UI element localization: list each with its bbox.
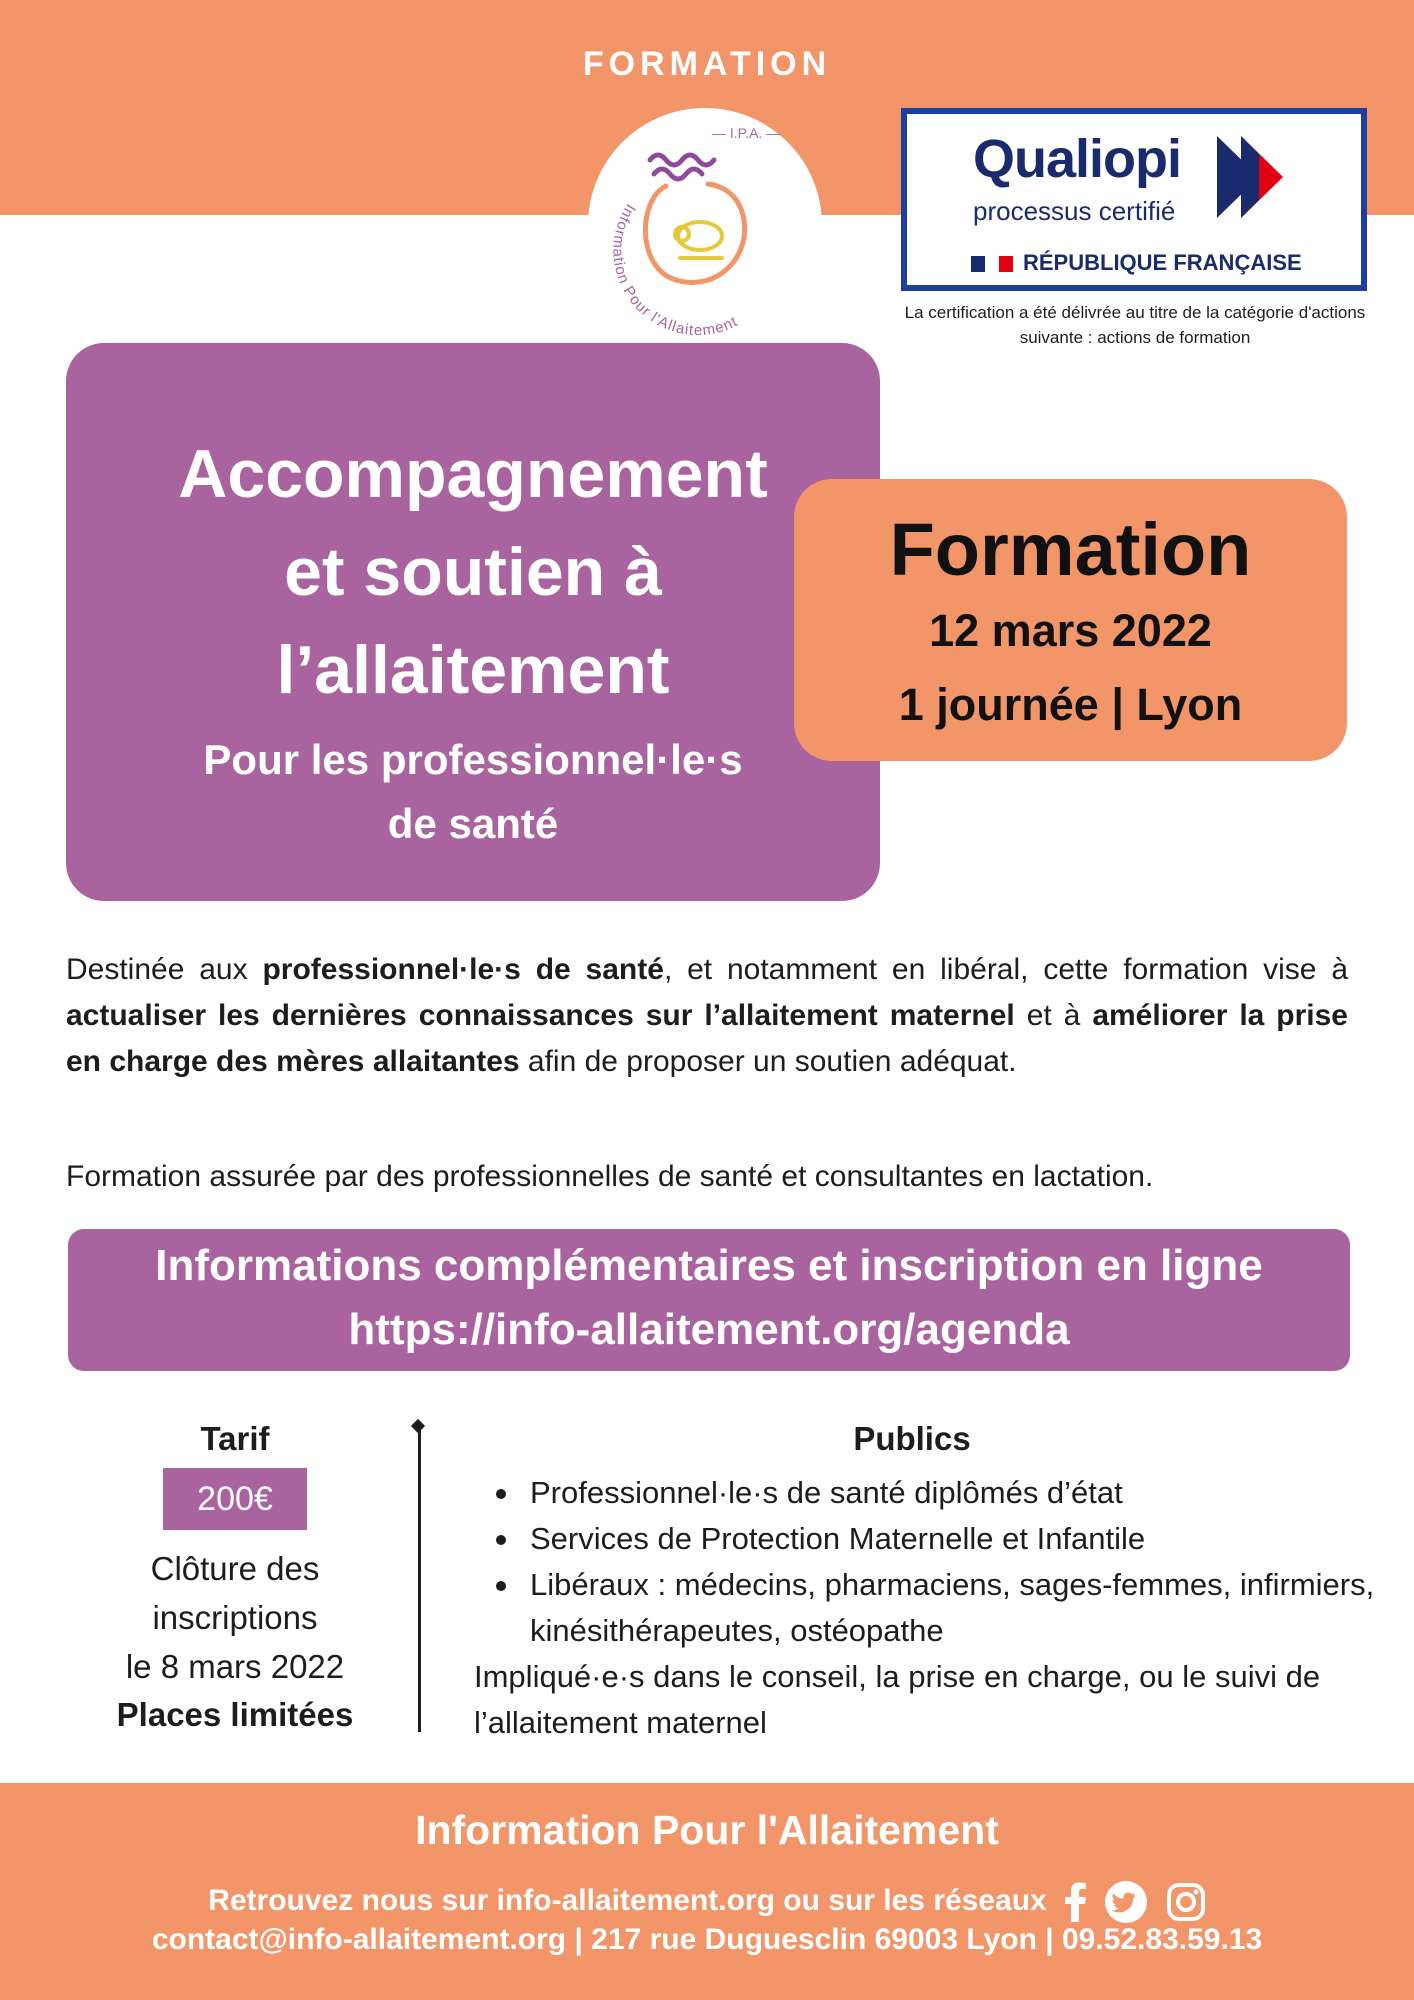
tarif-section	[80, 1420, 390, 1739]
qualiopi-arrows-icon	[1213, 132, 1303, 222]
french-flag-icon	[971, 254, 1013, 274]
publics-list	[474, 1470, 1390, 1654]
ipa-arc-text: Information Pour l'Allaitement	[609, 200, 741, 340]
closing-line: inscriptions	[152, 1599, 318, 1636]
list-item: Professionnel·le·s de santé diplômés d’état	[530, 1470, 1390, 1516]
closing-line: Clôture des	[150, 1550, 320, 1587]
subtitle-line: Pour les professionnel·le·s	[203, 736, 743, 783]
formation-date-card	[794, 479, 1347, 761]
desc-bold: actualiser les dernières connaissances sur l’allaitement maternel	[66, 999, 1015, 1032]
divider-diamond	[411, 1419, 425, 1433]
qualiopi-subtitle: processus certifié	[973, 196, 1176, 226]
footer-social-text: Retrouvez nous sur info-allaitement.org ou sur les réseaux	[208, 1883, 1047, 1917]
registration-band[interactable]	[68, 1229, 1350, 1371]
formation-duration-place: 1 journée | Lyon	[898, 679, 1243, 730]
formation-heading: Formation	[889, 508, 1252, 591]
ipa-initials: — I.P.A. —	[712, 125, 781, 141]
republique-label: RÉPUBLIQUE FRANÇAISE	[1023, 250, 1302, 275]
instagram-icon[interactable]	[1166, 1882, 1206, 1922]
title-card	[66, 343, 880, 901]
republique-francaise	[971, 250, 1302, 276]
header-label: FORMATION	[582, 45, 832, 83]
tarif-price: 200€	[163, 1468, 307, 1530]
title-subtitle	[66, 728, 880, 856]
title-line: Accompagnement	[178, 436, 768, 512]
list-item: Libéraux : médecins, pharmaciens, sages-femmes, infirmiers, kinésithérapeutes, ostéopathe	[530, 1562, 1390, 1654]
trainers-paragraph: Formation assurée par des professionnelles de santé et consultantes en lactation.	[66, 1160, 1154, 1193]
registration-heading: Informations complémentaires et inscription en ligne	[155, 1241, 1263, 1290]
formation-date: 12 mars 2022	[929, 605, 1212, 656]
description-paragraph	[66, 947, 1348, 1085]
ipa-logo-graphic	[588, 108, 822, 342]
closing-date	[80, 1544, 390, 1691]
registration-link[interactable]: https://info-allaitement.org/agenda	[348, 1305, 1070, 1354]
twitter-icon[interactable]	[1105, 1881, 1147, 1923]
desc-bold: professionnel·le·s de santé	[262, 953, 664, 986]
footer-social-line	[0, 1881, 1414, 1923]
title-line: et soutien à	[284, 534, 662, 610]
publics-title: Publics	[853, 1420, 971, 1457]
title-line: l’allaitement	[276, 632, 670, 708]
desc-text: afin de proposer un soutien adéquat.	[519, 1045, 1017, 1078]
desc-text: Destinée aux	[66, 953, 263, 986]
footer-org-name: Information Pour l'Allaitement	[415, 1807, 999, 1853]
desc-text: , et notamment en libéral, cette formation vise à	[663, 953, 1348, 986]
closing-line: le 8 mars 2022	[125, 1648, 345, 1685]
facebook-icon[interactable]	[1065, 1882, 1087, 1922]
vertical-divider	[418, 1426, 421, 1732]
places-limitees: Places limitées	[116, 1696, 354, 1733]
footer	[0, 1783, 1414, 2000]
desc-text: et à	[1014, 999, 1093, 1032]
ipa-logo	[588, 108, 822, 342]
desc-bold: améliorer la prise en charge des mères allaitantes	[66, 999, 1348, 1078]
list-item: Services de Protection Maternelle et Infantile	[530, 1516, 1390, 1562]
subtitle-line: de santé	[387, 800, 559, 847]
certification-text: La certification a été délivrée au titre de la catégorie d'actions suivante : actions de formation	[904, 303, 1366, 347]
footer-contact[interactable]: contact@info-allaitement.org | 217 rue Duguesclin 69003 Lyon | 09.52.83.59.13	[151, 1923, 1263, 1956]
qualiopi-badge	[901, 108, 1367, 291]
tarif-label: Tarif	[200, 1420, 270, 1457]
qualiopi-name: Qualiopi	[973, 129, 1181, 189]
main-title	[66, 425, 880, 719]
publics-note: Impliqué·e·s dans le conseil, la prise en charge, ou le suivi de l’allaitement maternel	[474, 1659, 1321, 1740]
